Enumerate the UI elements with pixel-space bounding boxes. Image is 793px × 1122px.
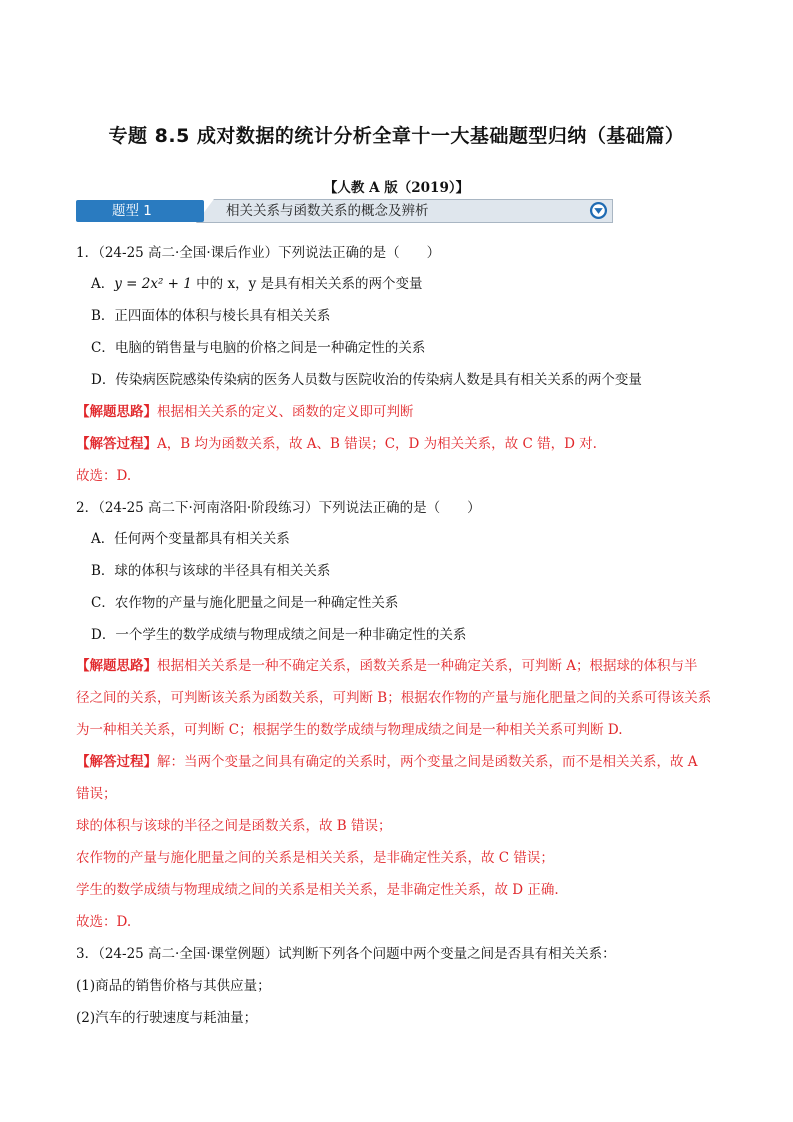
q2-option-b: B．球的体积与该球的半径具有相关关系 (91, 563, 331, 579)
q3-stem: 3．（24-25 高二·全国·课堂例题）试判断下列各个问题中两个变量之间是否具有相关关系： (76, 946, 616, 962)
q2-solution-process-2: 错误； (76, 786, 117, 802)
q2-option-c: C．农作物的产量与施化肥量之间是一种确定性关系 (91, 595, 399, 611)
q2-process-tag: 【解答过程】 (76, 754, 157, 770)
edition-label: 【人教 A 版（2019）】 (323, 180, 470, 196)
question-type-banner[interactable] (76, 199, 613, 225)
q2-solution-process-1 (76, 753, 698, 771)
q2-solution-process-4: 农作物的产量与施化肥量之间的关系是相关关系，是非确定性关系，故 C 错误； (76, 850, 554, 866)
banner-topic-label: 相关关系与函数关系的概念及辨析 (226, 203, 429, 219)
q1-solution-idea (76, 403, 414, 421)
q2-solution-idea-1 (76, 657, 698, 675)
q1-option-c: C．电脑的销售量与电脑的价格之间是一种确定性的关系 (91, 340, 426, 356)
q1-process-text: A，B 均为函数关系，故 A、B 错误；C，D 为相关关系，故 C 错，D 对. (157, 436, 597, 452)
document-title: 专题 8.5 成对数据的统计分析全章十一大基础题型归纳（基础篇） (108, 125, 685, 147)
q3-item-2: (2)汽车的行驶速度与耗油量； (76, 1010, 258, 1026)
q1-option-b: B．正四面体的体积与棱长具有相关关系 (91, 308, 331, 324)
q1-option-a (91, 275, 423, 293)
q2-solution-idea-3: 为一种相关关系，可判断 C；根据学生的数学成绩与物理成绩之间是一种相关关系可判断 D. (76, 722, 623, 738)
q1-option-a-formula: y = 2x² + 1 (114, 276, 192, 292)
q1-answer: 故选：D. (76, 468, 132, 484)
q1-idea-text: 根据相关关系的定义、函数的定义即可判断 (157, 404, 414, 420)
q2-solution-process-3: 球的体积与该球的半径之间是函数关系，故 B 错误； (76, 818, 392, 834)
q1-idea-tag: 【解题思路】 (76, 404, 157, 420)
q2-solution-process-5: 学生的数学成绩与物理成绩之间的关系是相关关系，是非确定性关系，故 D 正确. (76, 882, 559, 898)
q2-idea-tag: 【解题思路】 (76, 658, 157, 674)
q2-solution-idea-2: 径之间的关系，可判断该关系为函数关系，可判断 B；根据农作物的产量与施化肥量之间的关系可得该关系 (76, 690, 712, 706)
q1-option-a-suffix: 中的 x，y 是具有相关关系的两个变量 (191, 276, 423, 292)
q2-idea-text-1: 根据相关关系是一种不确定关系，函数关系是一种确定关系，可判断 A；根据球的体积与半 (157, 658, 698, 674)
q2-option-d: D．一个学生的数学成绩与物理成绩之间是一种非确定性的关系 (91, 627, 467, 643)
q1-option-d: D．传染病医院感染传染病的医务人员数与医院收治的传染病人数是具有相关关系的两个变量 (91, 372, 642, 388)
q1-stem: 1．（24-25 高二·全国·课后作业）下列说法正确的是（ ） (76, 245, 441, 261)
q1-option-a-prefix: A． (91, 276, 115, 292)
chevron-down-circle-icon[interactable] (589, 201, 608, 220)
q2-process-text-1: 解：当两个变量之间具有确定的关系时，两个变量之间是函数关系，而不是相关关系，故 A (157, 754, 698, 770)
q1-solution-process (76, 435, 597, 453)
q1-process-tag: 【解答过程】 (76, 436, 157, 452)
q3-item-1: (1)商品的销售价格与其供应量； (76, 978, 271, 994)
banner-type-label: 题型 1 (76, 200, 204, 222)
q2-option-a: A．任何两个变量都具有相关关系 (91, 531, 290, 547)
q2-stem: 2．（24-25 高二下·河南洛阳·阶段练习）下列说法正确的是（ ） (76, 500, 481, 516)
q2-answer: 故选：D. (76, 914, 132, 930)
